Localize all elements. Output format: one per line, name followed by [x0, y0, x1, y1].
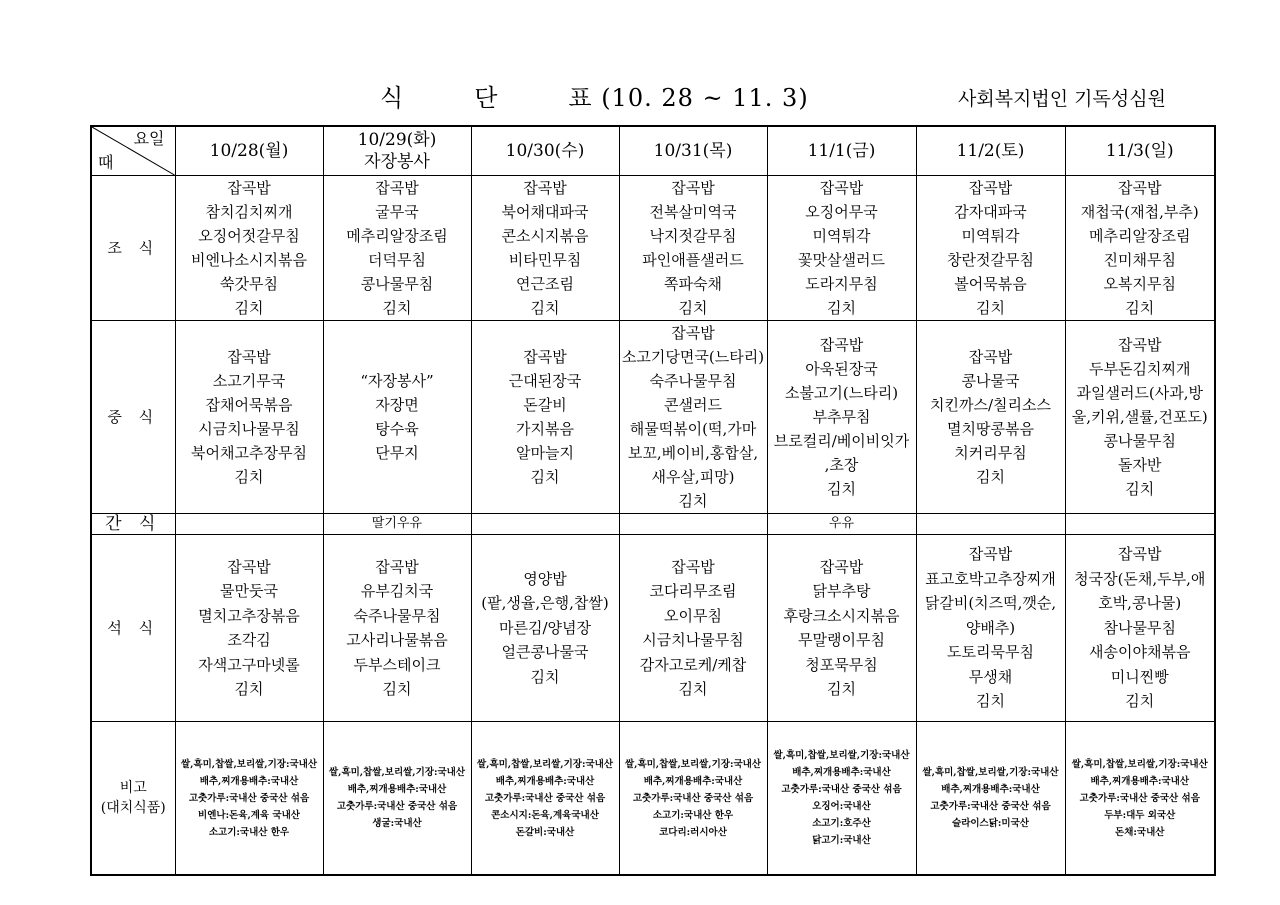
day-label: 10/29(화): [357, 130, 437, 150]
menu-item: 김치: [827, 480, 856, 498]
menu-item: 김치: [1125, 480, 1155, 498]
menu-item: 김치: [530, 667, 560, 686]
menu-item: 단무지: [375, 444, 419, 462]
notes-label: [91, 722, 175, 876]
menu-item: 파인애플샐러드: [642, 251, 744, 269]
origin-note: 소고기:호주산: [812, 818, 871, 829]
menu-item: 잡곡밥: [968, 545, 1013, 564]
menu-item: 숙주나물무침: [353, 606, 441, 625]
menu-item: 고사리나물볶음: [346, 631, 448, 649]
day-label: 11/3(일): [1105, 141, 1174, 161]
dinner-cell: [767, 535, 916, 722]
origin-note: 배추,찌개용배추:국내산: [792, 767, 891, 778]
notes-cell: [1065, 722, 1215, 876]
breakfast-cell: [916, 176, 1065, 321]
origin-note: 고춧가루:국내산 중국산 섞음: [484, 792, 606, 804]
snack-cell: [619, 514, 767, 535]
notes-row: [91, 722, 1215, 876]
breakfast-row: [91, 176, 1215, 321]
breakfast-cell: [323, 176, 471, 321]
menu-item: 두부스테이크: [353, 655, 441, 674]
notes-cell: [916, 722, 1065, 876]
lunch-cell: [323, 321, 471, 514]
menu-item: 무말랭이무침: [798, 631, 885, 649]
dinner-cell: [323, 535, 471, 722]
origin-note: 배추,찌개용배추:국내산: [347, 784, 447, 795]
notes-label-line: 비고: [119, 780, 147, 796]
menu-item: 김치: [678, 299, 708, 317]
menu-item: 김치: [234, 680, 264, 698]
menu-item: 얼큰콩나물국: [501, 643, 589, 662]
menu-item: 잡곡밥: [227, 348, 271, 366]
dinner-cell: [471, 535, 619, 722]
menu-item: 멸치땅콩볶음: [947, 420, 1034, 438]
menu-item: 창란젓갈무침: [947, 251, 1034, 269]
notes-cell: [323, 722, 471, 876]
menu-item: 잡곡밥: [671, 179, 715, 197]
snack-cell: [767, 514, 916, 535]
menu-item: 청국장(돈채,두부,애: [1074, 569, 1206, 588]
meal-label-lunch: 중 식: [91, 321, 175, 514]
day-header-cell: [1065, 126, 1215, 176]
menu-item: 잡곡밥: [375, 557, 419, 576]
menu-item: 김치: [530, 299, 560, 317]
menu-item: 잡곡밥: [968, 348, 1013, 366]
breakfast-cell: [471, 176, 619, 321]
menu-item: 김치: [382, 299, 412, 317]
menu-item: 소고기당면국(느타리): [621, 348, 765, 366]
breakfast-cell: [767, 176, 916, 321]
menu-item: 표고호박고추장찌개: [925, 569, 1056, 588]
menu-item: 김치: [1125, 692, 1155, 711]
day-label: 11/2(토): [956, 141, 1025, 161]
menu-item: 전복살미역국: [649, 203, 737, 221]
menu-item: 비엔나소시지볶음: [191, 251, 307, 269]
menu-item: 양배추): [965, 618, 1016, 637]
menu-item: 보꼬,베이비,홍합살,: [627, 444, 759, 462]
dinner-cell: [916, 535, 1065, 722]
menu-item: 돌자반: [1118, 456, 1162, 474]
menu-item: 알마늘지: [516, 444, 574, 462]
menu-item: 우유: [828, 516, 855, 531]
menu-item: 닭부추탕: [812, 582, 871, 600]
origin-note: 쌀,흑미,찹쌀,보리쌀,기장:국내산: [328, 767, 466, 778]
origin-note: 배추,찌개용배추:국내산: [643, 775, 743, 787]
menu-item: 무생채: [968, 667, 1013, 686]
origin-note: 고춧가루:국내산 중국산 섞음: [336, 801, 458, 812]
menu-item: 감자대파국: [954, 203, 1027, 221]
day-header-cell: [175, 126, 323, 176]
origin-note: 고춧가루:국내산 중국산 섞음: [188, 792, 310, 804]
menu-item: 굴무국: [375, 203, 419, 221]
menu-item: 치킨까스/칠리소스: [930, 396, 1051, 414]
snack-cell: [323, 514, 471, 535]
day-header-cell: [767, 126, 916, 176]
menu-item: 볼어묵볶음: [954, 275, 1027, 293]
menu-item: 잡곡밥: [671, 557, 715, 576]
dinner-cell: [619, 535, 767, 722]
menu-item: 참치김치찌개: [205, 203, 293, 221]
menu-item: 콩나물무침: [1103, 432, 1176, 450]
origin-note: 쌀,흑미,찹쌀,보리쌀,기장:국내산: [624, 758, 762, 770]
day-label: 11/1(금): [807, 141, 876, 161]
origin-note: 코다리:러시아산: [659, 826, 727, 838]
menu-item: 잡곡밥: [523, 179, 567, 197]
menu-item: 유부김치국: [360, 582, 434, 600]
menu-item: 김치: [678, 680, 708, 698]
lunch-row: [91, 321, 1215, 514]
menu-item: 오이무침: [664, 606, 722, 625]
lunch-cell: [916, 321, 1065, 514]
menu-item: 탕수육: [375, 420, 419, 438]
notes-cell: [471, 722, 619, 876]
origin-note: 두부:대두 외국산: [1104, 809, 1176, 821]
menu-item: 김치: [976, 299, 1005, 317]
menu-item: 잡곡밥: [227, 179, 271, 197]
menu-item: 부추무침: [812, 408, 871, 426]
menu-item: 잡곡밥: [1118, 336, 1162, 354]
menu-item: 콩나물무침: [360, 275, 434, 293]
day-header-row: [91, 126, 1215, 176]
organization-name: 사회복지법인 기독성심원: [958, 88, 1166, 110]
menu-item: 잡곡밥: [523, 348, 567, 366]
menu-item: “자장봉사”: [360, 372, 434, 390]
lunch-cell: [175, 321, 323, 514]
menu-item: 호박,콩나물): [1098, 594, 1182, 613]
origin-note: 쌀,흑미,찹쌀,보리쌀,기장:국내산: [922, 767, 1059, 778]
menu-item: 닭갈비(치즈떡,깻순,: [924, 594, 1057, 613]
notes-label-line: (대치식품): [100, 800, 166, 816]
day-header-cell: [619, 126, 767, 176]
origin-note: 비엔나:돈육,계육 국내산: [198, 809, 300, 821]
title-rest: 표 (10. 28 ~ 11. 3): [568, 84, 809, 112]
menu-item: 김치: [234, 468, 264, 486]
dinner-cell: [175, 535, 323, 722]
origin-note: 고춧가루:국내산 중국산 섞음: [632, 792, 754, 804]
snack-cell: [471, 514, 619, 535]
menu-item: 잡곡밥: [1118, 179, 1162, 197]
day-header-cell: [471, 126, 619, 176]
menu-item: 돈갈비: [523, 396, 567, 414]
menu-item: 미니찐빵: [1110, 667, 1169, 686]
menu-item: 김치: [678, 492, 708, 510]
origin-note: 고춧가루:국내산 중국산 섞음: [1079, 792, 1200, 804]
menu-item: 비타민무침: [508, 251, 582, 269]
menu-item: 잡곡밥: [819, 557, 864, 576]
menu-item: 잡곡밥: [1118, 545, 1162, 564]
menu-item: 감자고로케/케찹: [639, 655, 747, 674]
origin-note: 돈갈비:국내산: [515, 826, 575, 838]
notes-cell: [175, 722, 323, 876]
menu-item: 코다리무조림: [649, 582, 737, 600]
menu-item: 콘샐러드: [664, 396, 722, 414]
origin-note: 고춧가루:국내산 중국산 섞음: [930, 801, 1051, 812]
menu-item: 소불고기(느타리): [784, 384, 899, 402]
origin-note: 쌀,흑미,찹쌀,보리쌀,기장:국내산: [180, 758, 318, 770]
menu-item: 영양밥: [523, 569, 567, 588]
origin-note: 생굴:국내산: [372, 818, 422, 829]
breakfast-cell: [1065, 176, 1215, 321]
dinner-row: [91, 535, 1215, 722]
menu-item: 해물떡볶이(떡,가마: [629, 420, 757, 438]
title-char-2: 단: [474, 84, 499, 112]
menu-item: (팥,생율,은행,찹쌀): [481, 594, 609, 613]
menu-item: 마른김/양념장: [499, 618, 591, 637]
menu-item: 북어채대파국: [501, 203, 589, 221]
menu-item: 도토리묵무침: [947, 643, 1034, 662]
menu-item: 김치: [827, 680, 856, 698]
menu-item: 메추리알장조림: [346, 227, 448, 245]
day-label: 10/31(목): [653, 141, 733, 161]
menu-item: 잡곡밥: [819, 336, 864, 354]
menu-item: 자색고구마넷롤: [198, 655, 300, 674]
day-event-label: 자장봉사: [364, 152, 430, 172]
day-label: 10/28(월): [209, 141, 289, 161]
origin-note: 쌀,흑미,찹쌀,보리쌀,기장:국내산: [1071, 758, 1208, 770]
origin-note: 배추,찌개용배추:국내산: [941, 784, 1040, 795]
menu-item: 잡채어묵볶음: [205, 396, 293, 414]
menu-item: 김치: [976, 692, 1005, 711]
snack-cell: [916, 514, 1065, 535]
menu-item: 김치: [530, 468, 560, 486]
notes-cell: [767, 722, 916, 876]
menu-item: 미역튀각: [961, 227, 1020, 245]
menu-item: 오징어젓갈무침: [198, 227, 300, 245]
menu-item: 숙주나물무침: [649, 372, 737, 390]
menu-item: 김치: [382, 680, 412, 698]
snack-row: [91, 514, 1215, 535]
menu-item: 김치: [976, 468, 1005, 486]
origin-note: 돈채:국내산: [1115, 826, 1165, 838]
menu-item: 잡곡밥: [227, 557, 271, 576]
origin-note: 쌀,흑미,찹쌀,보리쌀,기장:국내산: [476, 758, 614, 770]
origin-note: 고춧가루:국내산 중국산 섞음: [781, 784, 902, 795]
menu-item: 메추리알장조림: [1089, 227, 1191, 245]
day-header-cell: [916, 126, 1065, 176]
menu-item: 시금치나물무침: [198, 420, 300, 438]
day-label: 10/30(수): [505, 141, 585, 161]
origin-note: 오징어:국내산: [812, 801, 871, 812]
menu-item: 더덕무침: [368, 251, 426, 269]
menu-item: 김치: [1125, 299, 1155, 317]
meal-label-breakfast: 조 식: [91, 176, 175, 321]
meal-label-dinner: 석 식: [91, 535, 175, 722]
menu-item: 새우살,피망): [651, 468, 735, 486]
menu-item: 잡곡밥: [375, 179, 419, 197]
origin-note: 콘소시지:돈육,계육국내산: [491, 809, 599, 821]
page-title: [380, 78, 809, 113]
origin-note: 쌀,흑미,찹쌀,보리쌀,기장:국내산: [773, 750, 910, 761]
menu-item: 미역튀각: [812, 227, 871, 245]
menu-item: 진미채무침: [1103, 251, 1176, 269]
menu-item: 오징어무국: [805, 203, 878, 221]
breakfast-cell: [175, 176, 323, 321]
menu-item: 멸치고추장볶음: [198, 606, 300, 625]
menu-item: 콩나물국: [961, 372, 1020, 390]
menu-item: 딸기우유: [371, 516, 423, 531]
menu-item: 가지볶음: [516, 420, 574, 438]
meal-label-snack: 간 식: [91, 514, 175, 535]
menu-item: 아욱된장국: [805, 360, 878, 378]
snack-cell: [175, 514, 323, 535]
menu-item: 북어채고추장무침: [191, 444, 307, 462]
menu-item: 울,키위,샐률,건포도): [1071, 408, 1208, 426]
menu-item: 참나물무침: [1103, 618, 1176, 637]
menu-item: 연근조림: [516, 275, 574, 293]
menu-item: 잡곡밥: [968, 179, 1013, 197]
menu-item: 두부돈김치찌개: [1089, 360, 1191, 378]
corner-day-label: 요일: [133, 129, 165, 148]
menu-item: 김치: [234, 299, 264, 317]
corner-cell: [91, 126, 175, 176]
menu-item: 쪽파숙채: [664, 275, 722, 293]
menu-item: 후랑크소시지볶음: [783, 606, 900, 625]
origin-note: 소고기:국내산 한우: [208, 826, 290, 838]
menu-item: 꽃맛살샐러드: [798, 251, 885, 269]
lunch-cell: [619, 321, 767, 514]
menu-item: 잡곡밥: [819, 179, 864, 197]
menu-item: 치커리무침: [954, 444, 1027, 462]
menu-item: 조각김: [227, 631, 271, 649]
meal-table: [90, 125, 1216, 876]
title-char-1: 식: [380, 84, 405, 112]
origin-note: 배추,찌개용배추:국내산: [199, 775, 299, 787]
breakfast-cell: [619, 176, 767, 321]
menu-item: 자장면: [375, 396, 419, 414]
menu-item: 과일샐러드(사과,방: [1076, 384, 1204, 402]
lunch-cell: [767, 321, 916, 514]
origin-note: 슬라이스닭:미국산: [952, 818, 1029, 829]
menu-item: 브로컬리/베이비잇가: [773, 432, 910, 450]
lunch-cell: [471, 321, 619, 514]
lunch-cell: [1065, 321, 1215, 514]
menu-item: 근대된장국: [508, 372, 582, 390]
menu-item: 잡곡밥: [671, 324, 715, 342]
menu-item: 낙지젓갈무침: [649, 227, 737, 245]
origin-note: 닭고기:국내산: [812, 835, 871, 846]
menu-item: 재첩국(재첩,부추): [1080, 203, 1199, 221]
menu-item: 도라지무침: [805, 275, 878, 293]
menu-item: 시금치나물무침: [642, 631, 744, 649]
corner-meal-label: 때: [98, 153, 114, 172]
menu-item: ,초장: [824, 456, 859, 474]
origin-note: 배추,찌개용배추:국내산: [495, 775, 595, 787]
menu-item: 새송이야채볶음: [1089, 643, 1191, 662]
origin-note: 소고기:국내산 한우: [652, 809, 734, 821]
day-header-cell: [323, 126, 471, 176]
menu-item: 소고기무국: [212, 372, 286, 390]
notes-cell: [619, 722, 767, 876]
menu-item: 콘소시지볶음: [501, 227, 589, 245]
menu-item: 오복지무침: [1103, 275, 1176, 293]
menu-item: 쑥갓무침: [220, 275, 278, 293]
origin-note: 배추,찌개용배추:국내산: [1090, 775, 1190, 787]
snack-cell: [1065, 514, 1215, 535]
menu-item: 청포묵무침: [805, 655, 878, 674]
menu-item: 물만둣국: [220, 582, 278, 600]
dinner-cell: [1065, 535, 1215, 722]
menu-item: 김치: [827, 299, 856, 317]
